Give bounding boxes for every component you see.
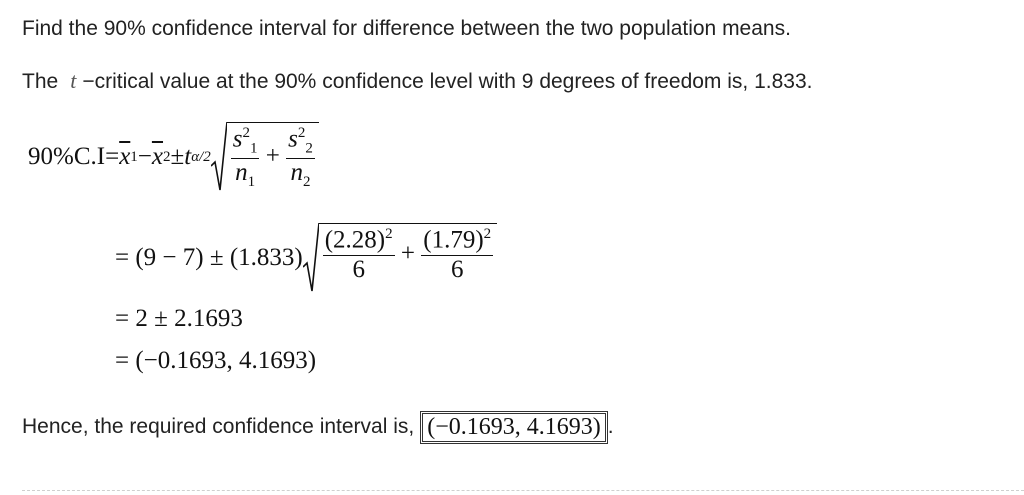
substitution-prefix: = (9 − 7) ± (1.833) — [115, 244, 303, 271]
critical-text-before: The — [22, 70, 59, 93]
fraction-2: $\frac{(1.79)^2}{6}$ — [423, 226, 492, 284]
question-text: Find the 90% confidence interval for difference between the two population means. — [22, 17, 791, 40]
variance-fraction-1: $\frac{s^2_1}{n_1}$ — [232, 125, 258, 190]
critical-text-after: −critical value at the 90% confidence level with 9 degrees of freedom is, 1.833. — [82, 70, 813, 93]
t-symbol: t — [70, 68, 77, 93]
critical-value-statement — [22, 68, 812, 94]
x-bar-2: $\overline{x}$ — [151, 143, 164, 170]
ci-label: 90%C.I — [28, 143, 106, 170]
ci-formula: 90%C.I = $\overline{x}$ 1 − $\overline{x}$ 2 ± t α/2 $\frac{s^2_1}{n_1}$ + $\frac{s^2_2}{n_2}$ — [28, 115, 319, 199]
sqrt-expression: $\frac{s^2_1}{n_1}$ + $\frac{s^2_2}{n_2}$ — [211, 122, 319, 192]
radical-sign — [211, 122, 227, 192]
interval-step: = (−0.1693, 4.1693) — [115, 347, 317, 374]
answer-value: (−0.1693, 4.1693) — [422, 413, 606, 442]
divider — [22, 490, 1024, 491]
substitution-step — [115, 218, 497, 298]
simplified-step: = 2 ± 2.1693 — [115, 305, 243, 332]
t-alpha: t — [184, 143, 192, 170]
conclusion: Hence, the required confidence interval is, (−0.1693, 4.1693) . — [22, 411, 614, 444]
answer-box — [420, 411, 608, 444]
conclusion-text: Hence, the required confidence interval is, — [22, 415, 415, 439]
variance-fraction-2: $\frac{s^2_2}{n_2}$ — [288, 125, 313, 190]
fraction-1: $\frac{(2.28)^2}{6}$ — [324, 226, 393, 284]
sqrt-substitution: $\frac{(2.28)^2}{6}$ + $\frac{(1.79)^2}{6}$ — [303, 223, 497, 293]
x-bar-1: $\overline{x}$ — [119, 143, 131, 170]
radical-sign — [303, 223, 319, 293]
